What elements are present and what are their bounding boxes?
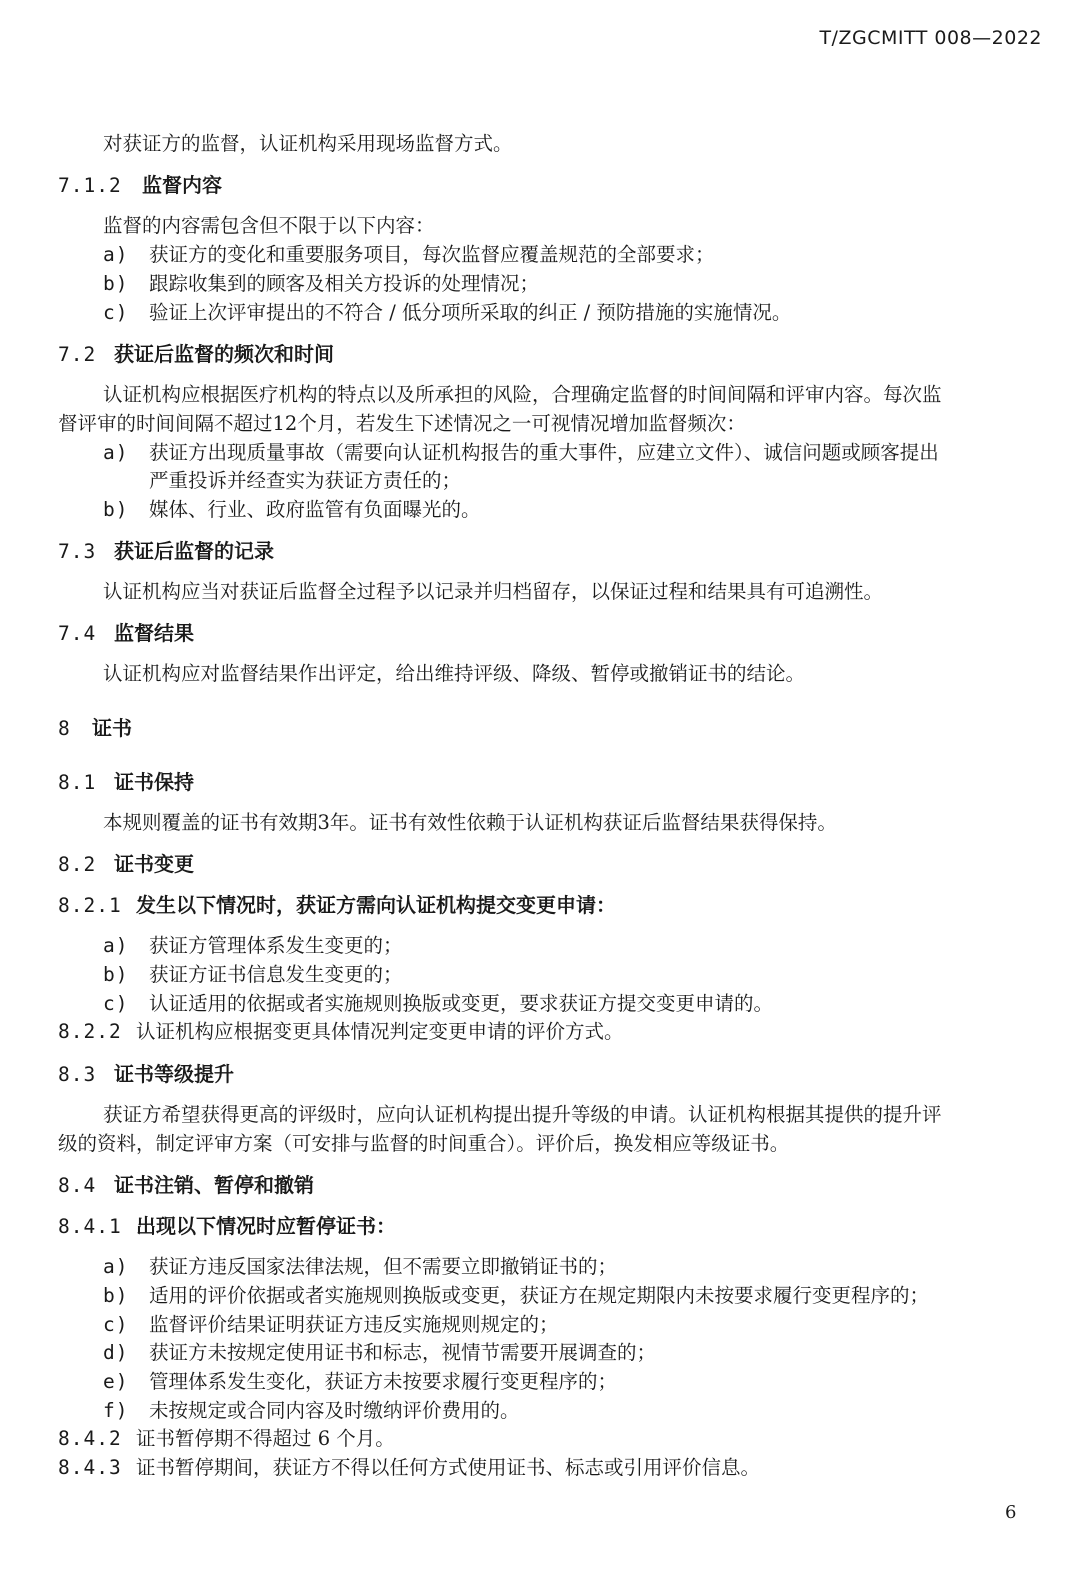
clause-8-2-2: 8.2.2 认证机构应根据变更具体情况判定变更申请的评价方式。 [58,1020,624,1043]
paragraph: 本规则覆盖的证书有效期3年。证书有效性依赖于认证机构获证后监督结果获得保持。 [103,811,837,834]
list-item: b) 适用的评价依据或者实施规则换版或变更，获证方在规定期限内未按要求履行变更程序的； [103,1284,930,1307]
heading-8-2-1: 8.2.1 发生以下情况时，获证方需向认证机构提交变更申请： [58,893,616,917]
paragraph: 认证机构应对监督结果作出评定，给出维持评级、降级、暂停或撤销证书的结论。 [103,662,806,685]
list-item: a) 获证方的变化和重要服务项目，每次监督应覆盖规范的全部要求； [103,243,715,266]
list-item: c) 验证上次评审提出的不符合 / 低分项所采取的纠正 / 预防措施的实施情况。 [103,301,792,324]
list-item: d) 获证方未按规定使用证书和标志，视情节需要开展调查的； [103,1341,657,1364]
paragraph: 级的资料，制定评审方案（可安排与监督的时间重合）。评价后，换发相应等级证书。 [58,1132,790,1155]
list-item: c) 认证适用的依据或者实施规则换版或变更，要求获证方提交变更申请的。 [103,992,774,1015]
heading-8-2: 8.2 证书变更 [58,852,194,876]
heading-7-1-2: 7.1.2 监督内容 [58,173,222,197]
page-number: 6 [1005,1502,1017,1523]
heading-8: 8 证书 [58,716,132,740]
list-item-continuation: 严重投诉并经查实为获证方责任的； [149,469,462,492]
heading-8-3: 8.3 证书等级提升 [58,1062,234,1086]
paragraph: 获证方希望获得更高的评级时，应向认证机构提出提升等级的申请。认证机构根据其提供的提升评 [103,1103,942,1126]
clause-8-4-2: 8.4.2 证书暂停期不得超过 6 个月。 [58,1427,395,1450]
paragraph: 认证机构应根据医疗机构的特点以及所承担的风险，合理确定监督的时间间隔和评审内容。每次监 [103,383,942,406]
heading-8-4: 8.4 证书注销、暂停和撤销 [58,1173,314,1197]
list-item: b) 跟踪收集到的顾客及相关方投诉的处理情况； [103,272,540,295]
list-item: e) 管理体系发生变化，获证方未按要求履行变更程序的； [103,1370,618,1393]
list-item: b) 媒体、行业、政府监管有负面曝光的。 [103,498,481,521]
paragraph: 督评审的时间间隔不超过12个月，若发生下述情况之一可视情况增加监督频次： [58,412,746,435]
heading-8-1: 8.1 证书保持 [58,770,194,794]
heading-7-4: 7.4 监督结果 [58,621,194,645]
heading-7-2: 7.2 获证后监督的频次和时间 [58,342,334,366]
list-item: a) 获证方违反国家法律法规，但不需要立即撤销证书的； [103,1255,618,1278]
document-id: T/ZGCMITT 008—2022 [819,27,1042,49]
list-item: f) 未按规定或合同内容及时缴纳评价费用的。 [103,1399,520,1422]
heading-7-3: 7.3 获证后监督的记录 [58,539,274,563]
paragraph: 认证机构应当对获证后监督全过程予以记录并归档留存，以保证过程和结果具有可追溯性。 [103,580,884,603]
list-item: a) 获证方管理体系发生变更的； [103,934,403,957]
paragraph: 对获证方的监督，认证机构采用现场监督方式。 [103,132,513,155]
paragraph: 监督的内容需包含但不限于以下内容： [103,214,435,237]
list-item: a) 获证方出现质量事故（需要向认证机构报告的重大事件，应建立文件）、诚信问题或顾客提出 [103,441,939,464]
clause-8-4-3: 8.4.3 证书暂停期间，获证方不得以任何方式使用证书、标志或引用评价信息。 [58,1456,761,1479]
list-item: b) 获证方证书信息发生变更的； [103,963,403,986]
heading-8-4-1: 8.4.1 出现以下情况时应暂停证书： [58,1214,396,1238]
list-item: c) 监督评价结果证明获证方违反实施规则规定的； [103,1313,559,1336]
